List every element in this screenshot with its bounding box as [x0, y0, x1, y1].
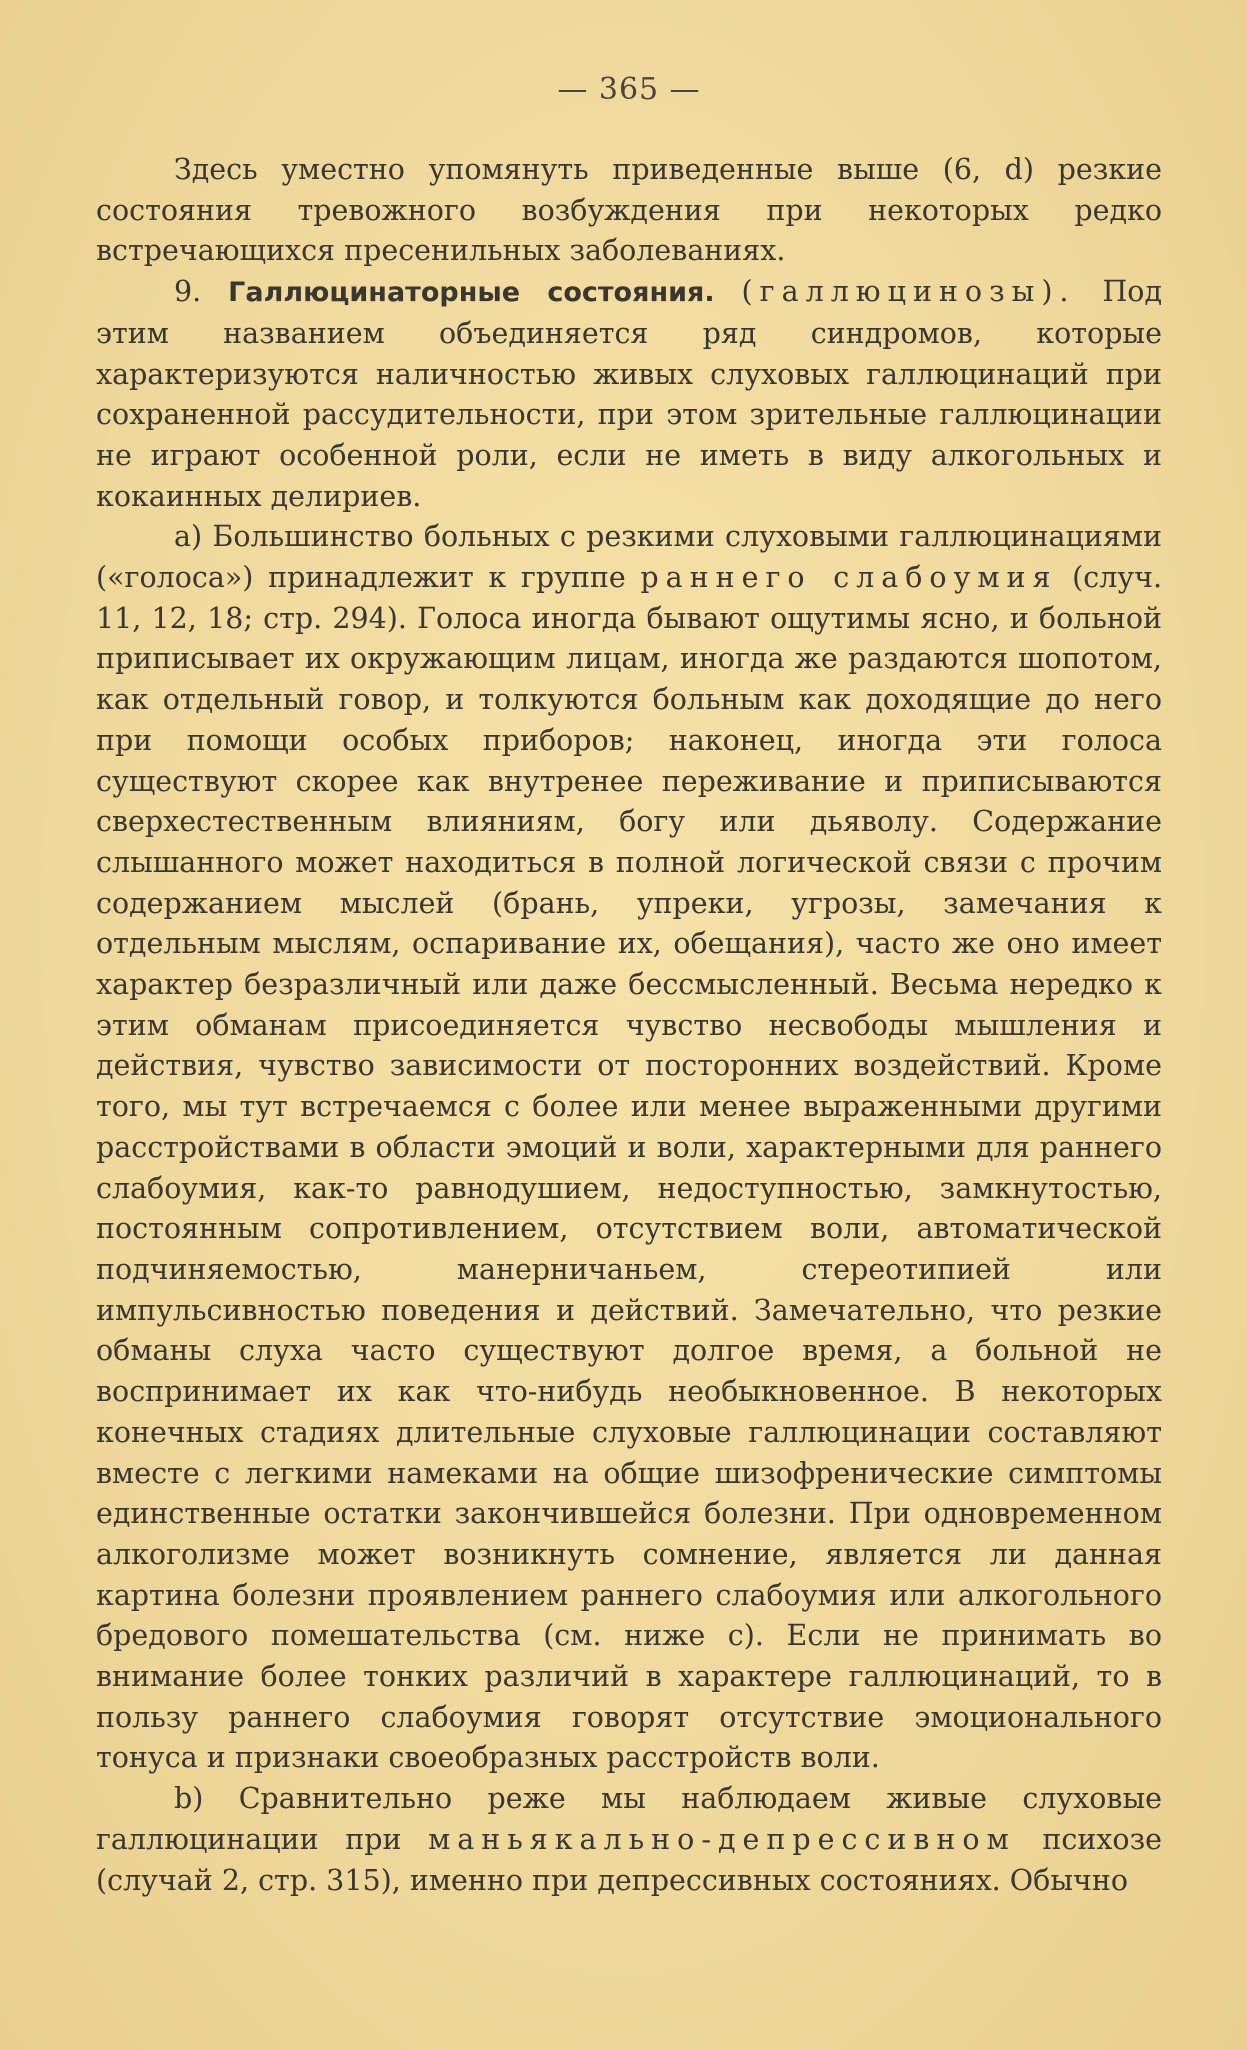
spaced-term: маньякально-депрессивном — [428, 1822, 1016, 1856]
section-term: (галлюцинозы). — [741, 275, 1076, 309]
paragraph-presenile: Здесь уместно упомянуть приведенные выше (6, d) резкие состояния тревожного возбуждения при некоторых редко встречающихся пресенильных заболеваниях. — [96, 153, 1162, 268]
paragraph-manic-depressive — [96, 1779, 1162, 1901]
spaced-term: раннего слабоумия — [640, 561, 1058, 595]
section-title: Галлюцинаторные состояния. — [228, 277, 715, 309]
paragraph-body: (случ. 11, 12, 18; стр. 294). Голоса иногда бывают ощутимы ясно, и больной приписывает их окружающим лицам, иногда же раздаются шопотом, как отдельный говор, и толкуются больным как доходящие до него при помощи особых приборов; наконец, иногда эти голоса существуют скорее как внутренее переживание и приписываются сверхестественным влияниям, богу или дьяволу. Содержание слышанного может находиться в полной логической связи с прочим содержанием мыслей (брань, упреки, угрозы, замечания к отдельным мыслям, оспаривание их, обещания), часто же оно имеет характер безразличный или даже бессмысленный. Весьма нередко к этим обманам присоединяется чувство несвободы мышления и действия, чувство зависимости от посторонних воздействий. Кроме того, мы тут встречаемся с более или менее выраженными другими расстройствами в области эмоций и воли, характерными для раннего слабоумия, как-то равнодушием, недоступностью, замкнутостью, постоянным сопротивлением, отсутствием воли, автоматической подчиняемостью, манерничаньем, стереотипией или импульсивностью поведения и действий. Замечательно, что резкие обманы слуха часто существуют долгое время, а больной не воспринимает их как что-нибудь необыкновенное. В некоторых конечных стадиях длительные слуховые галлюцинации составляют вместе с легкими намеками на общие шизофренические симптомы единственные остатки закончившейся болезни. При одновременном алкоголизме может возникнуть сомнение, является ли данная картина болезни проявлением раннего слабоумия или алкогольного бредового помешательства (см. ниже c). Если не принимать во внимание более тонких различий в характере галлюцинаций, то в пользу раннего слабоумия говорят отсутствие эмоционального тонуса и признаки своеобразных расстройств воли. — [96, 561, 1163, 1775]
page-number: — 365 — — [557, 72, 701, 107]
section-number: 9. — [174, 275, 202, 309]
paragraph-body: психозе (случай 2, стр. 315), именно при депрессивных состояниях. Обычно — [96, 1822, 1163, 1897]
book-page — [96, 70, 1162, 2030]
paragraph-lead: b) Сравнительно реже мы наблюдаем живые слуховые галлюцинации при — [96, 1782, 1162, 1856]
paragraph-hallucinatory-states — [96, 272, 1162, 517]
section-body: Под этим названием объединяется ряд синдромов, которые характеризуются наличностью живых слуховых галлюцинаций при сохраненной рассудительности, при этом зрительные галлюцинации не играют особенной роли, если не иметь в виду алкогольных и кокаинных делириев. — [96, 275, 1162, 513]
paragraph-lead: a) Большинство больных с резкими слуховыми галлюцинациями («голоса») принадлежит к группе — [96, 520, 1162, 595]
paragraph-dementia-praecox — [96, 517, 1162, 1779]
